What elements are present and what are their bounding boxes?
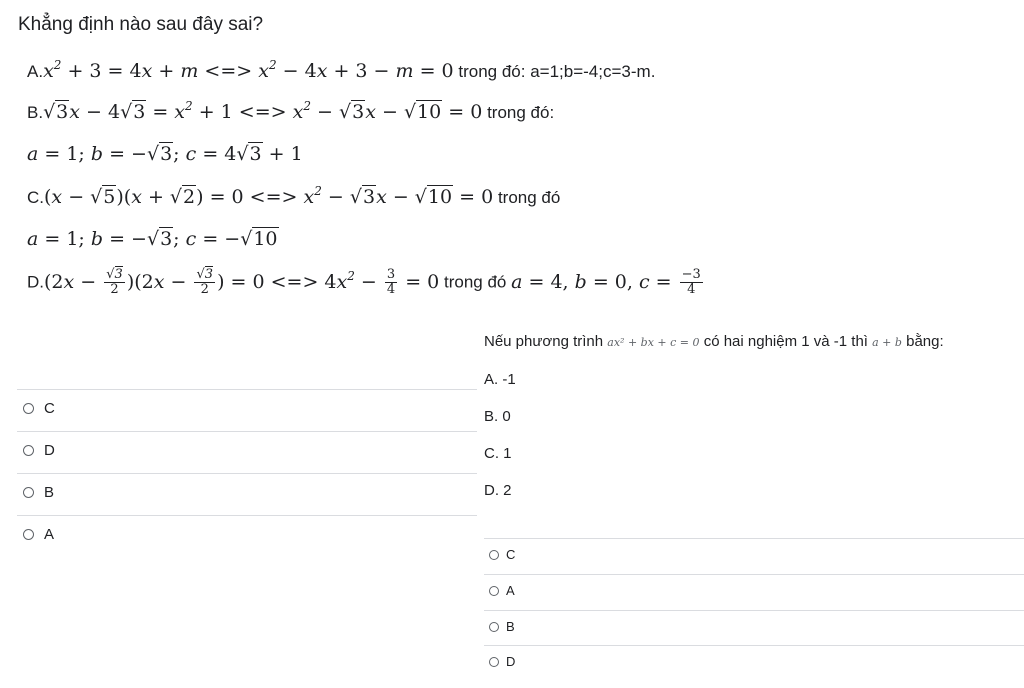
radio-icon[interactable]: [23, 403, 34, 414]
radio-icon[interactable]: [489, 586, 499, 596]
question-2-prefix: Nếu phương trình: [484, 333, 604, 350]
answer-option-c[interactable]: [17, 389, 477, 430]
option-a-tail: trong đó: a=1;b=-4;c=3-m.: [458, 62, 656, 81]
answer-option-a[interactable]: [17, 515, 477, 556]
option-d-math: (2x − $\frac{√3}{2}$ )(2x − $\frac{√3}{2}$ ) = 0 <=> $4x^2$ − $\frac{3}{4}$ = 0: [44, 267, 440, 297]
option-c-coefficients: a = 1; b = −√3; c = −√10: [27, 228, 278, 250]
option-b-coefficients: a = 1; b = −√3; c = 4√3 + 1: [27, 143, 303, 165]
option-c-tail: trong đó: [497, 188, 561, 207]
answer-label: C: [506, 547, 516, 562]
q2-answer-option-c[interactable]: [484, 538, 1024, 574]
sum-expression: a + b: [872, 336, 902, 349]
q2-answer-option-a[interactable]: [484, 574, 1024, 610]
radio-icon[interactable]: [489, 622, 499, 632]
question-2-title: [484, 333, 944, 350]
q2-answer-option-b[interactable]: [484, 610, 1024, 646]
option-b-tail: trong đó:: [487, 103, 555, 122]
answer-label: D: [506, 654, 516, 669]
question-1-title: Khẳng định nào sau đây sai?: [18, 14, 264, 35]
answer-label: B: [44, 484, 55, 501]
radio-icon[interactable]: [23, 487, 34, 498]
option-d-tail: trong đó: [444, 272, 507, 292]
question-2-suffix: bằng:: [906, 333, 944, 350]
option-b-statement: [27, 101, 554, 123]
q2-answer-option-d[interactable]: [484, 645, 1024, 681]
option-c-statement: [27, 186, 560, 208]
answer-label: B: [506, 619, 515, 634]
question-2-middle: có hai nghiệm 1 và -1 thì: [703, 333, 868, 350]
answer-label: A: [506, 583, 515, 598]
option-d-statement: D.(2x − $\frac{√3}{2}$ )(2x − $\frac{√3}{2}$ ) = 0 <=> $4x^2$ − $\frac{3}{4}$ = 0 trong đó a = 4, b = 0, c = $\frac{-3}{4}$: [27, 267, 701, 297]
radio-icon[interactable]: [489, 657, 499, 667]
option-c-math: (x − √5)(x + √2) = 0 <=> $x^2 - √3x - √10 = 0$: [44, 184, 494, 208]
choice-a: A. -1: [484, 371, 516, 388]
option-d-prefix: D.: [27, 272, 44, 292]
answer-label: D: [44, 442, 55, 459]
answer-option-b[interactable]: [17, 473, 477, 514]
answer-label: C: [44, 400, 55, 417]
radio-icon[interactable]: [23, 445, 34, 456]
option-c-prefix: C.: [27, 188, 44, 207]
radio-icon[interactable]: [489, 550, 499, 560]
option-a-statement: [27, 60, 655, 82]
option-b-prefix: B.: [27, 103, 44, 122]
radio-icon[interactable]: [23, 529, 34, 540]
answer-option-d[interactable]: [17, 431, 477, 472]
option-b-math: $√3x - 4√3 = x^2 + 1$ <=> $x^2 - √3x - √10 = 0$: [43, 99, 483, 123]
option-a-math: $x^2 + 3 = 4x + m$ <=> $x^2 - 4x + 3 - m = 0$: [43, 58, 454, 82]
choice-b: B. 0: [484, 408, 511, 425]
choice-c: C. 1: [484, 445, 512, 462]
answer-label: A: [44, 526, 55, 543]
choice-d: D. 2: [484, 482, 512, 499]
option-a-prefix: A.: [27, 62, 44, 81]
equation-expression: ax² + bx + c = 0: [607, 336, 700, 349]
